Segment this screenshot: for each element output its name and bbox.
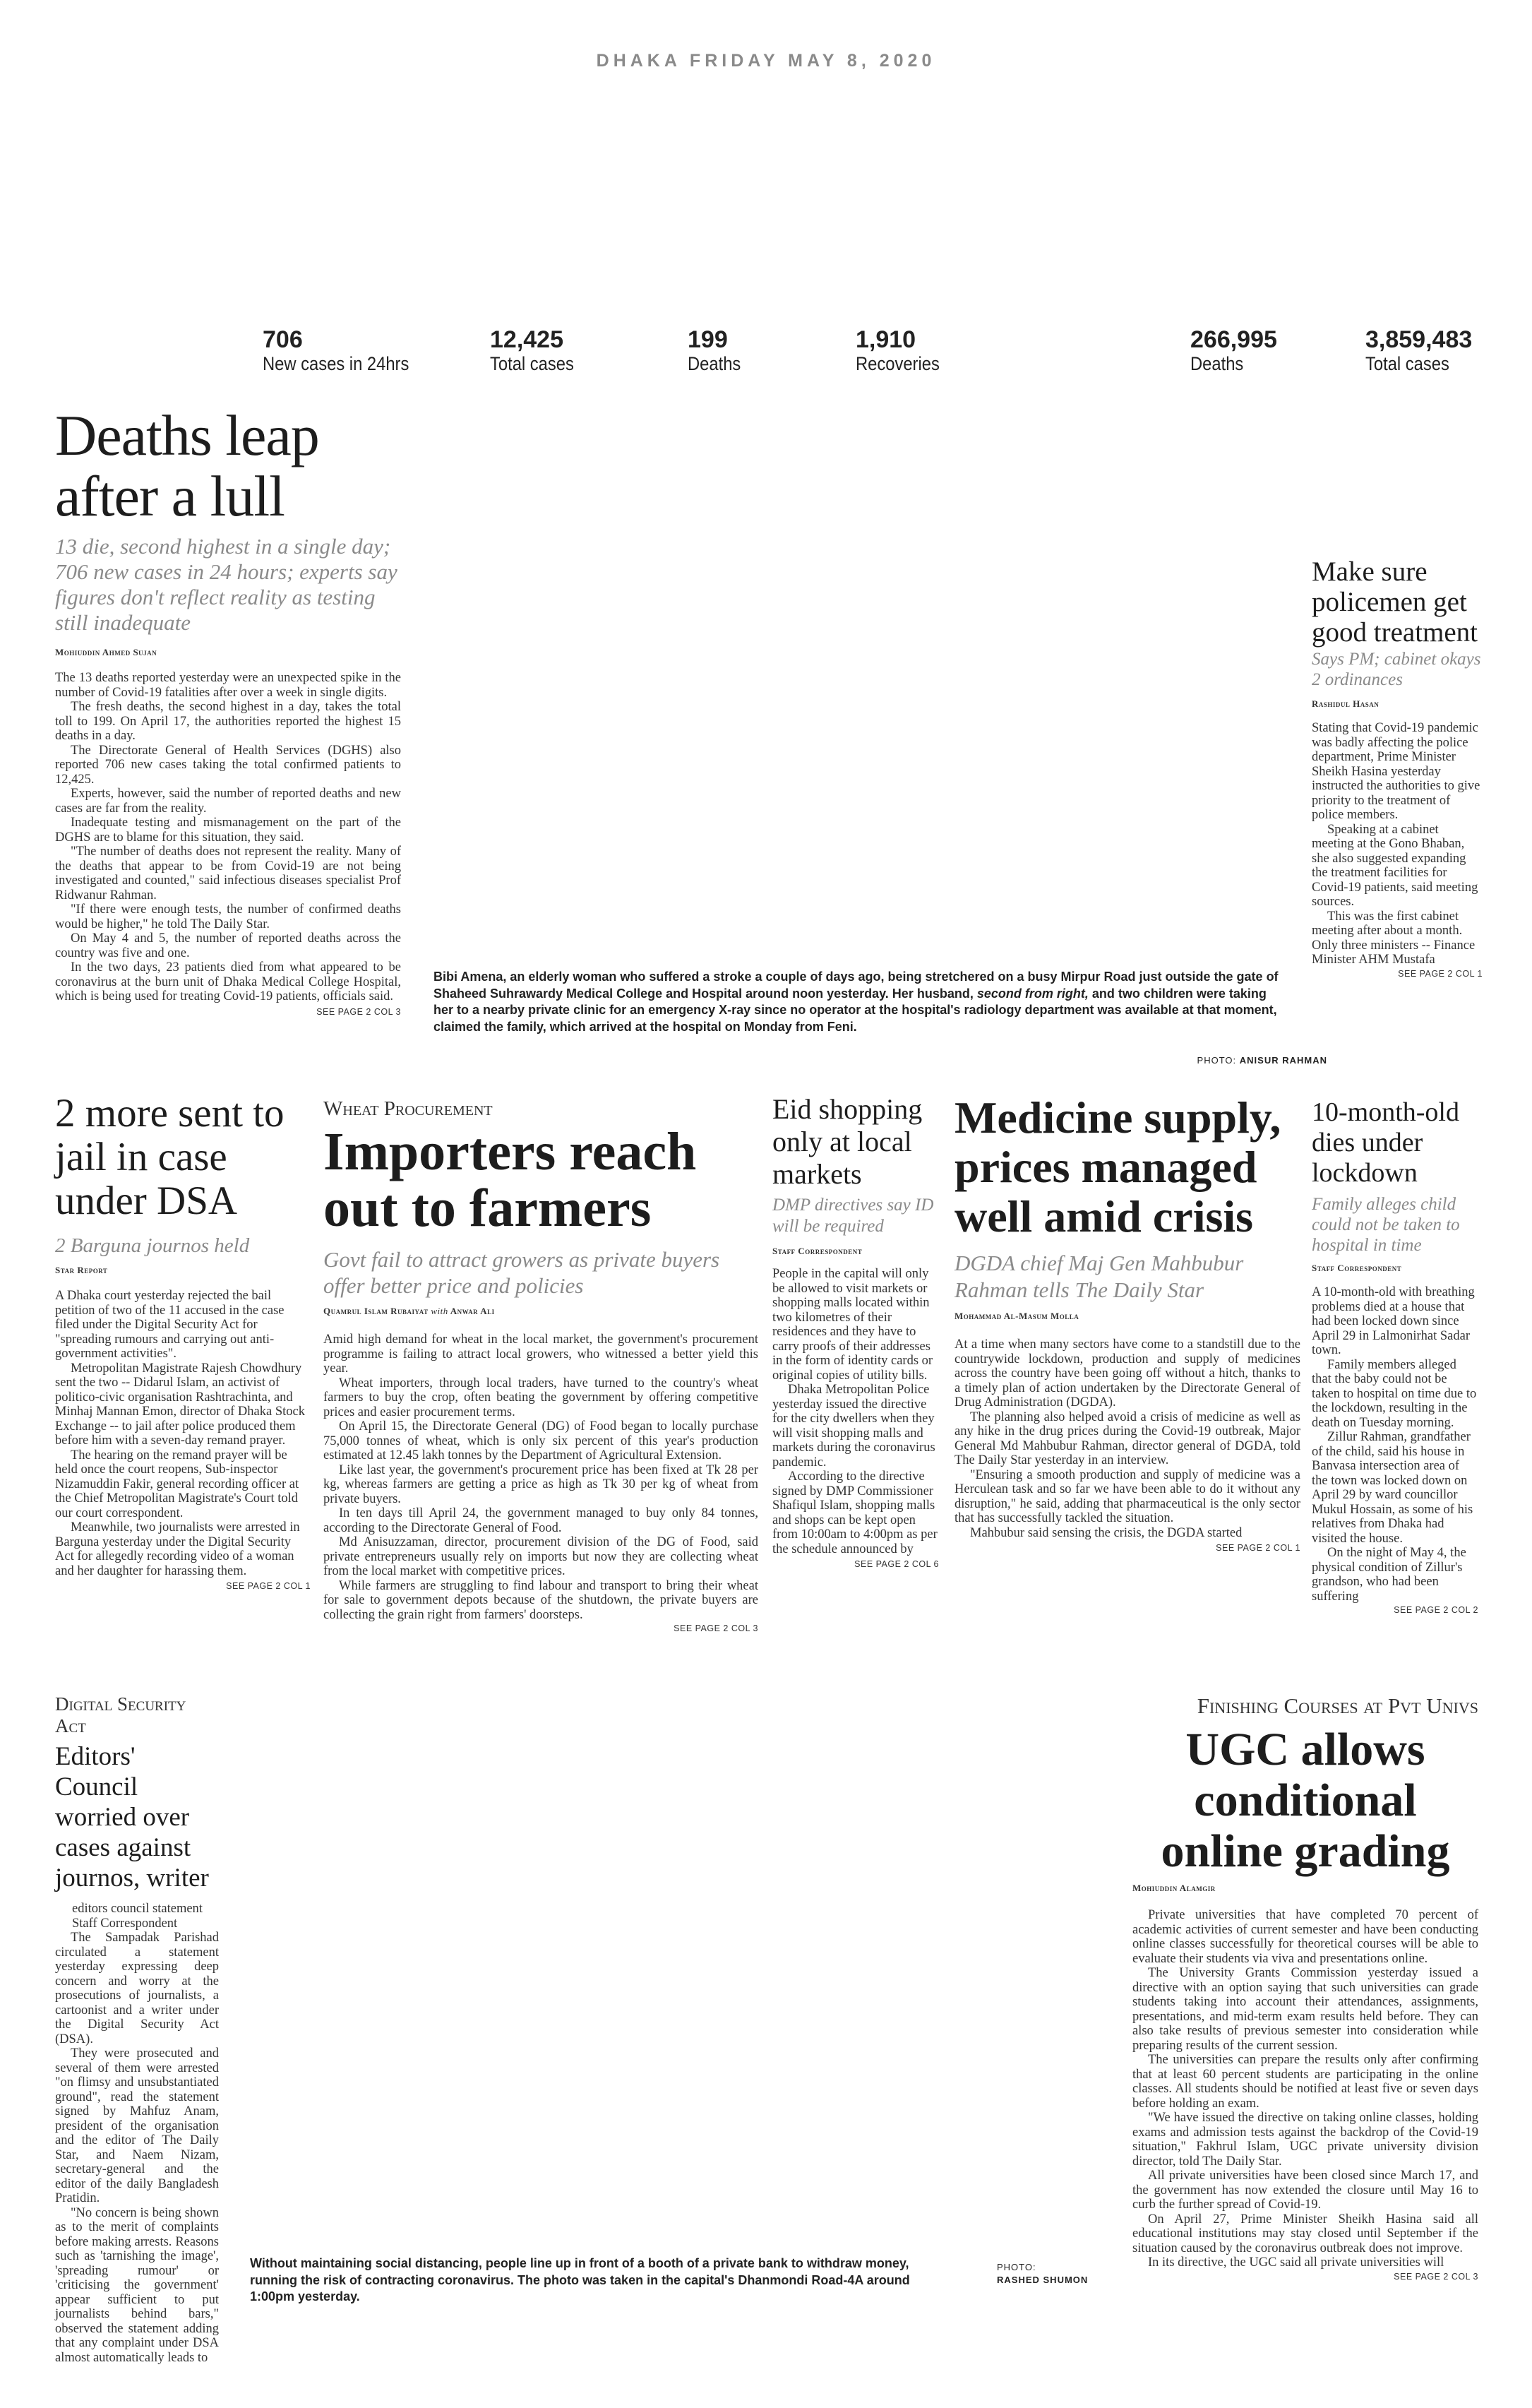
paragraph: The universities can prepare the results only after confirming that at least 60 percent students are participating in the online classes. All students should be notified at least five or seven days before holding an exam. [1132, 2053, 1478, 2111]
paragraph: "Ensuring a smooth production and supply of medicine was a Herculean task and so far we have been able to do it without any disruption," he said, adding that pharmaceutical is the only sector that has successfully tackled the situation. [954, 1467, 1300, 1525]
lead-deck: 13 die, second highest in a single day; 706 new cases in 24 hours; experts say figures don't reflect reality as testing still inadequate [55, 534, 397, 635]
wheat-story [323, 1097, 758, 1633]
paragraph: People in the capital will only be allowed to visit markets or shopping malls located within two kilometres of their residences and they have to carry proofs of their addresses in the form of identity cards or original copies of utility bills. [772, 1267, 933, 1383]
editors-body [55, 1931, 219, 2365]
medicine-byline: Mohammad Al-Masum Molla [954, 1311, 1079, 1321]
ugc-headline[interactable]: UGC allows conditional online grading [1161, 1724, 1450, 1877]
jump-link[interactable]: SEE PAGE 2 COL 3 [316, 1006, 401, 1017]
paragraph: The hearing on the remand prayer will be held once the court reopens, Sub-inspector Nizamuddin Fakir, general recording officer at the Chief Metropolitan Magistrate's Court told our court correspondent. [55, 1448, 299, 1520]
stat-label: Total cases [490, 353, 574, 375]
paragraph: Private universities that have completed 70 percent of academic activities of current semester and have been conducting online classes successfully for theoretical courses will be able to evaluate their students via viva and presentations online. [1132, 1908, 1478, 1966]
dsa-byline: Star Report [55, 1265, 108, 1275]
dateline: DHAKA FRIDAY MAY 8, 2020 [596, 51, 936, 71]
paragraph: Like last year, the government's procurement price has been fixed at Tk 28 per kg, whereas farmers are getting a price as high as Tk 30 per kg of wheat from private buyers. [323, 1462, 758, 1506]
paragraph: At a time when many sectors have come to a standstill due to the countrywide lockdown, production and supply of medicines across the country have been going off without a hitch, thanks to a timely plan of action undertaken by the Directorate General of Drug Administration (DGDA). [954, 1337, 1300, 1409]
ugc-body [1132, 1908, 1478, 2270]
stat-value: 706 [263, 326, 303, 353]
paragraph: The University Grants Commission yesterday issued a directive with an option saying that such universities can grade students taking into account their attendances, assignments, presentations, and mid-term exam results held before. They can also take results of previous semester into consideration while preparing results of the current session. [1132, 1966, 1478, 2053]
eid-deck: DMP directives say ID will be required [772, 1196, 934, 1236]
paragraph: "We have issued the directive on taking online classes, holding exams and admission tests against the backdrop of the Covid-19 situation," Fakhrul Islam, UGC private university division director, told The Daily Star. [1132, 2111, 1478, 2169]
wheat-byline [323, 1306, 758, 1317]
paragraph: In ten days till April 24, the government managed to buy only 84 tonnes, according to the Directorate General of Food. [323, 1506, 758, 1535]
photo-caption [433, 969, 1281, 1035]
paragraph: The fresh deaths, the second highest in a day, takes the total toll to 199. On April 17, the authorities reported the highest 15 deaths in a day. [55, 700, 401, 743]
eid-body [772, 1267, 939, 1556]
police-headline[interactable]: Make sure policemen get good treatment [1312, 556, 1478, 648]
caption-emphasis: second from right, [976, 986, 1089, 1001]
paragraph: All private universities have been closed since March 17, and the government has now extended the closure until May 16 to curb the further spread of Covid-19. [1132, 2169, 1478, 2212]
paragraph: Inadequate testing and mismanagement on the part of the DGHS are to blame for this situation, they said. [55, 816, 401, 845]
lead-body [55, 671, 401, 1004]
police-story [1312, 556, 1483, 979]
stat-deaths [688, 326, 748, 374]
stat-label: Deaths [1190, 353, 1244, 375]
medicine-story [954, 1093, 1300, 1553]
paragraph: Meanwhile, two journalists were arrested in Barguna yesterday under the Digital Security Act for allegedly recording video of a woman and her daughter for harassing them. [55, 1520, 300, 1578]
photo-caption: Without maintaining social distancing, people line up in front of a booth of a private bank to withdraw money, running the risk of contracting coronavirus. The photo was taken in the capital's Dhanmondi Road-4A around 1:00pm yesterday. [250, 2256, 910, 2303]
jump-link[interactable]: SEE PAGE 2 COL 1 [226, 1581, 311, 1591]
stat-recoveries [856, 326, 951, 374]
paragraph: The planning also helped avoid a crisis of medicine as well as any hike in the drug prices during the Covid-19 outbreak, Major General Md Mahbubur Rahman, director general of DGDA, told The Daily Star yesterday in an interview. [954, 1409, 1300, 1467]
police-deck: Says PM; cabinet okays 2 ordinances [1312, 650, 1481, 689]
paragraph: The Directorate General of Health Services (DGHS) also reported 706 new cases taking the total confirmed patients to 12,425. [55, 743, 401, 787]
police-byline: Rashidul Hasan [1312, 698, 1380, 709]
lead-story [55, 405, 401, 1017]
photo-credit [997, 2261, 1138, 2287]
stat-label: Total cases [1365, 353, 1449, 375]
stat-label: Recoveries [856, 353, 940, 375]
medicine-deck: DGDA chief Maj Gen Mahbubur Rahman tells The Daily Star [954, 1251, 1244, 1302]
dsa-story [55, 1092, 311, 1591]
credit-name: RASHED SHUMON [997, 2275, 1089, 2285]
paragraph: Experts, however, said the number of reported deaths and new cases are far from the reality. [55, 787, 401, 816]
editors-label: editors council statement [72, 1902, 203, 1916]
credit-label: PHOTO: [997, 2262, 1036, 2272]
credit-label: PHOTO: [1197, 1055, 1237, 1066]
eid-byline: Staff Correspondent [772, 1246, 863, 1256]
paragraph: Metropolitan Magistrate Rajesh Chowdhury sent the two -- Didarul Islam, an activist of politico-civic organisation Rashtrachinta, and Minhaj Mannan Emon, director of Dhaka Stock Exchange -- to jail after police produced them before him with a seven-day remand prayer. [55, 1361, 305, 1448]
paragraph: "If there were enough tests, the number of confirmed deaths would be higher," he told The Daily Star. [55, 902, 401, 931]
jump-link[interactable]: SEE PAGE 2 COL 3 [674, 1623, 758, 1633]
stat-new-cases [263, 326, 429, 374]
stat-value: 12,425 [490, 326, 563, 353]
stat-value: 1,910 [856, 326, 916, 353]
medicine-body [954, 1337, 1300, 1540]
byline-name: Anwar Ali [450, 1306, 495, 1316]
wheat-kicker: Wheat Procurement [323, 1097, 493, 1120]
paragraph: The Sampadak Parishad circulated a statement yesterday expressing deep concern and worry at the prosecutions of journalists, a cartoonist and a writer under the Digital Security Act (DSA). [55, 1931, 219, 2046]
photo-credit [1144, 1055, 1327, 1066]
paragraph: Md Anisuzzaman, director, procurement division of the DG of Food, said private entrepreneurs usually rely on imports but now they are collecting wheat from the local market with competitive prices. [323, 1535, 758, 1578]
stat-label: New cases in 24hrs [263, 353, 409, 375]
editors-story [55, 1693, 219, 2365]
jump-link[interactable]: SEE PAGE 2 COL 2 [1394, 1605, 1478, 1615]
lead-byline: Mohiuddin Ahmed Sujan [55, 647, 157, 657]
eid-story [772, 1093, 939, 1569]
baby-byline: Staff Correspondent [1312, 1263, 1402, 1273]
paragraph: "The number of deaths does not represent the reality. Many of the deaths that appear to be from Covid-19 are not being investigated and counted," said infectious diseases specialist Prof Ridwanur Rahman. [55, 845, 401, 902]
caption-text: and two children were taking her to a nearby private clinic for an emergency X-ray since no operator at the hospital's radiology department was available at that moment, claimed the family, which arrived at the hospital on Monday from Feni. [433, 986, 1277, 1034]
jump-link[interactable]: SEE PAGE 2 COL 1 [1398, 968, 1483, 979]
ugc-story [1132, 1693, 1478, 2282]
stat-total-cases [490, 326, 585, 374]
jump-link[interactable]: SEE PAGE 2 COL 6 [854, 1559, 939, 1569]
ugc-byline: Mohiuddin Alamgir [1132, 1883, 1216, 1893]
stat-global-deaths [1190, 326, 1277, 374]
jump-link[interactable]: SEE PAGE 2 COL 3 [1394, 2271, 1478, 2282]
caption-text: Bibi Amena, an elderly woman who suffered a stroke a couple of days ago, being stretchered on a busy Mirpur Road just outside the gate of Shaheed Suhrawardy Medical College and Hospital around noon yesterday. Her husband, [433, 970, 1279, 1001]
paragraph: Dhaka Metropolitan Police yesterday issued the directive for the city dwellers when they will visit shopping malls and markets during the coronavirus pandemic. [772, 1383, 935, 1470]
paragraph: Speaking at a cabinet meeting at the Gono Bhaban, she also suggested expanding the treatment facilities for Covid-19 patients, said meeting sources. [1312, 822, 1478, 909]
stat-value: 266,995 [1190, 326, 1277, 353]
paragraph: Wheat importers, through local traders, have turned to the country's wheat farmers to buy the crop, often beating the government by offering competitive prices and easier procurement terms. [323, 1376, 758, 1419]
stat-global-cases [1365, 326, 1472, 374]
baby-deck: Family alleges child could not be taken to hospital in time [1312, 1195, 1460, 1255]
wheat-headline[interactable]: Importers reach out to farmers [323, 1122, 697, 1238]
lead-headline[interactable]: Deaths leap after a lull [55, 403, 319, 528]
baby-body [1312, 1285, 1478, 1604]
paragraph: On April 27, Prime Minister Sheikh Hasina said all educational institutions may stay closed until September if the situation caused by the coronavirus outbreak does not improve. [1132, 2212, 1478, 2255]
paragraph: A 10-month-old with breathing problems died at a house that had been locked down since April 29 in Lalmonirhat Sadar town. [1312, 1285, 1475, 1357]
paragraph: On May 4 and 5, the number of reported deaths across the country was five and one. [55, 931, 401, 960]
paragraph: Stating that Covid-19 pandemic was badly affecting the police department, Prime Minister Sheikh Hasina yesterday instructed the authorities to give priority to the treatment of police members. [1312, 721, 1480, 822]
jump-link[interactable]: SEE PAGE 2 COL 1 [1216, 1543, 1300, 1553]
credit-name: ANISUR RAHMAN [1239, 1055, 1327, 1066]
stat-label: Deaths [688, 353, 741, 375]
editors-kicker: Digital Security Act [55, 1693, 186, 1736]
byline-with: with [431, 1306, 448, 1316]
paragraph: A Dhaka court yesterday rejected the bail petition of two of the 11 accused in the case filed under the Digital Security Act for "spreading rumours and carrying out anti-government activities". [55, 1289, 285, 1361]
paragraph: On April 15, the Directorate General (DG) of Food began to locally purchase 75,000 tonnes of wheat, which is only six percent of this year's production estimated at 12.45 lakh tonnes by the Department of Agricultural Extension. [323, 1419, 758, 1462]
stat-value: 199 [688, 326, 728, 353]
baby-headline[interactable]: 10-month-old dies under lockdown [1312, 1097, 1459, 1188]
police-body [1312, 721, 1483, 967]
dsa-headline[interactable]: 2 more sent to jail in case under DSA [55, 1091, 285, 1223]
paragraph: Amid high demand for wheat in the local market, the government's procurement programme is failing to attract local growers, who witnessed a better yield this year. [323, 1333, 758, 1376]
dsa-deck: 2 Barguna journos held [55, 1234, 250, 1257]
editors-byline: Staff Correspondent [72, 1916, 178, 1931]
paragraph: In its directive, the UGC said all private universities will [1148, 2255, 1444, 2270]
stat-value: 3,859,483 [1365, 326, 1473, 353]
paragraph: Zillur Rahman, grandfather of the child, said his house in Banvasa intersection area of the town was locked down on April 29 by ward councillor Mukul Hossain, as some of his relatives from Dhaka had visited the house. [1312, 1430, 1473, 1546]
ugc-kicker: Finishing Courses at Pvt Univs [1197, 1693, 1478, 1718]
paragraph: Family members alleged that the baby could not be taken to hospital on time due to the lockdown, resulting in the death on Tuesday morning. [1312, 1357, 1477, 1430]
eid-headline[interactable]: Eid shopping only at local markets [772, 1093, 923, 1190]
paragraph: While farmers are struggling to find labour and transport to bring their wheat for sale to government depots because of the shutdown, the private buyers are collecting the grain right from farmers' doorsteps. [323, 1578, 758, 1622]
dsa-body [55, 1289, 311, 1578]
paragraph: On the night of May 4, the physical condition of Zillur's grandson, who had been suffering [1312, 1546, 1466, 1604]
editors-headline[interactable]: Editors' Council worried over cases against journos, writer [55, 1742, 209, 1893]
medicine-headline[interactable]: Medicine supply, prices managed well amid crisis [954, 1092, 1281, 1241]
paragraph: In the two days, 23 patients died from what appeared to be coronavirus at the burn unit of Dhaka Medical College Hospital, which is being used for treating Covid-19 patients, officials said. [55, 960, 401, 1003]
paragraph: "No concern is being shown as to the merit of complaints before making arrests. Reasons such as 'tarnishing the image', 'spreading rumour' or 'criticising the government' appear sufficient to put journalists behind bars," observed the statement adding that any complaint under DSA almost automatically leads to [55, 2205, 219, 2365]
paragraph: The 13 deaths reported yesterday were an unexpected spike in the number of Covid-19 fatalities after over a week in single digits. [55, 671, 401, 700]
paragraph: Mahbubur said sensing the crisis, the DGDA started [970, 1525, 1243, 1540]
byline-name: Quamrul Islam Rubaiyat [323, 1306, 429, 1316]
paragraph: This was the first cabinet meeting after about a month. Only three ministers -- Finance Minister AHM Mustafa [1312, 909, 1476, 967]
paragraph: According to the directive signed by DMP Commissioner Shafiqul Islam, shopping malls and shops can be kept open from 10:00am to 4:00pm as per the schedule announced by [772, 1470, 938, 1556]
baby-story [1312, 1097, 1478, 1615]
wheat-deck: Govt fail to attract growers as private buyers offer better price and policies [323, 1247, 720, 1298]
wheat-body [323, 1333, 758, 1622]
paragraph: They were prosecuted and several of them were arrested "on flimsy and unsubstantiated ground", read the statement signed by Mahfuz Anam, president of the organisation and the editor of The Daily Star, and Naem Nizam, secretary-general and the editor of the daily Bangladesh Pratidin. [55, 2046, 219, 2205]
